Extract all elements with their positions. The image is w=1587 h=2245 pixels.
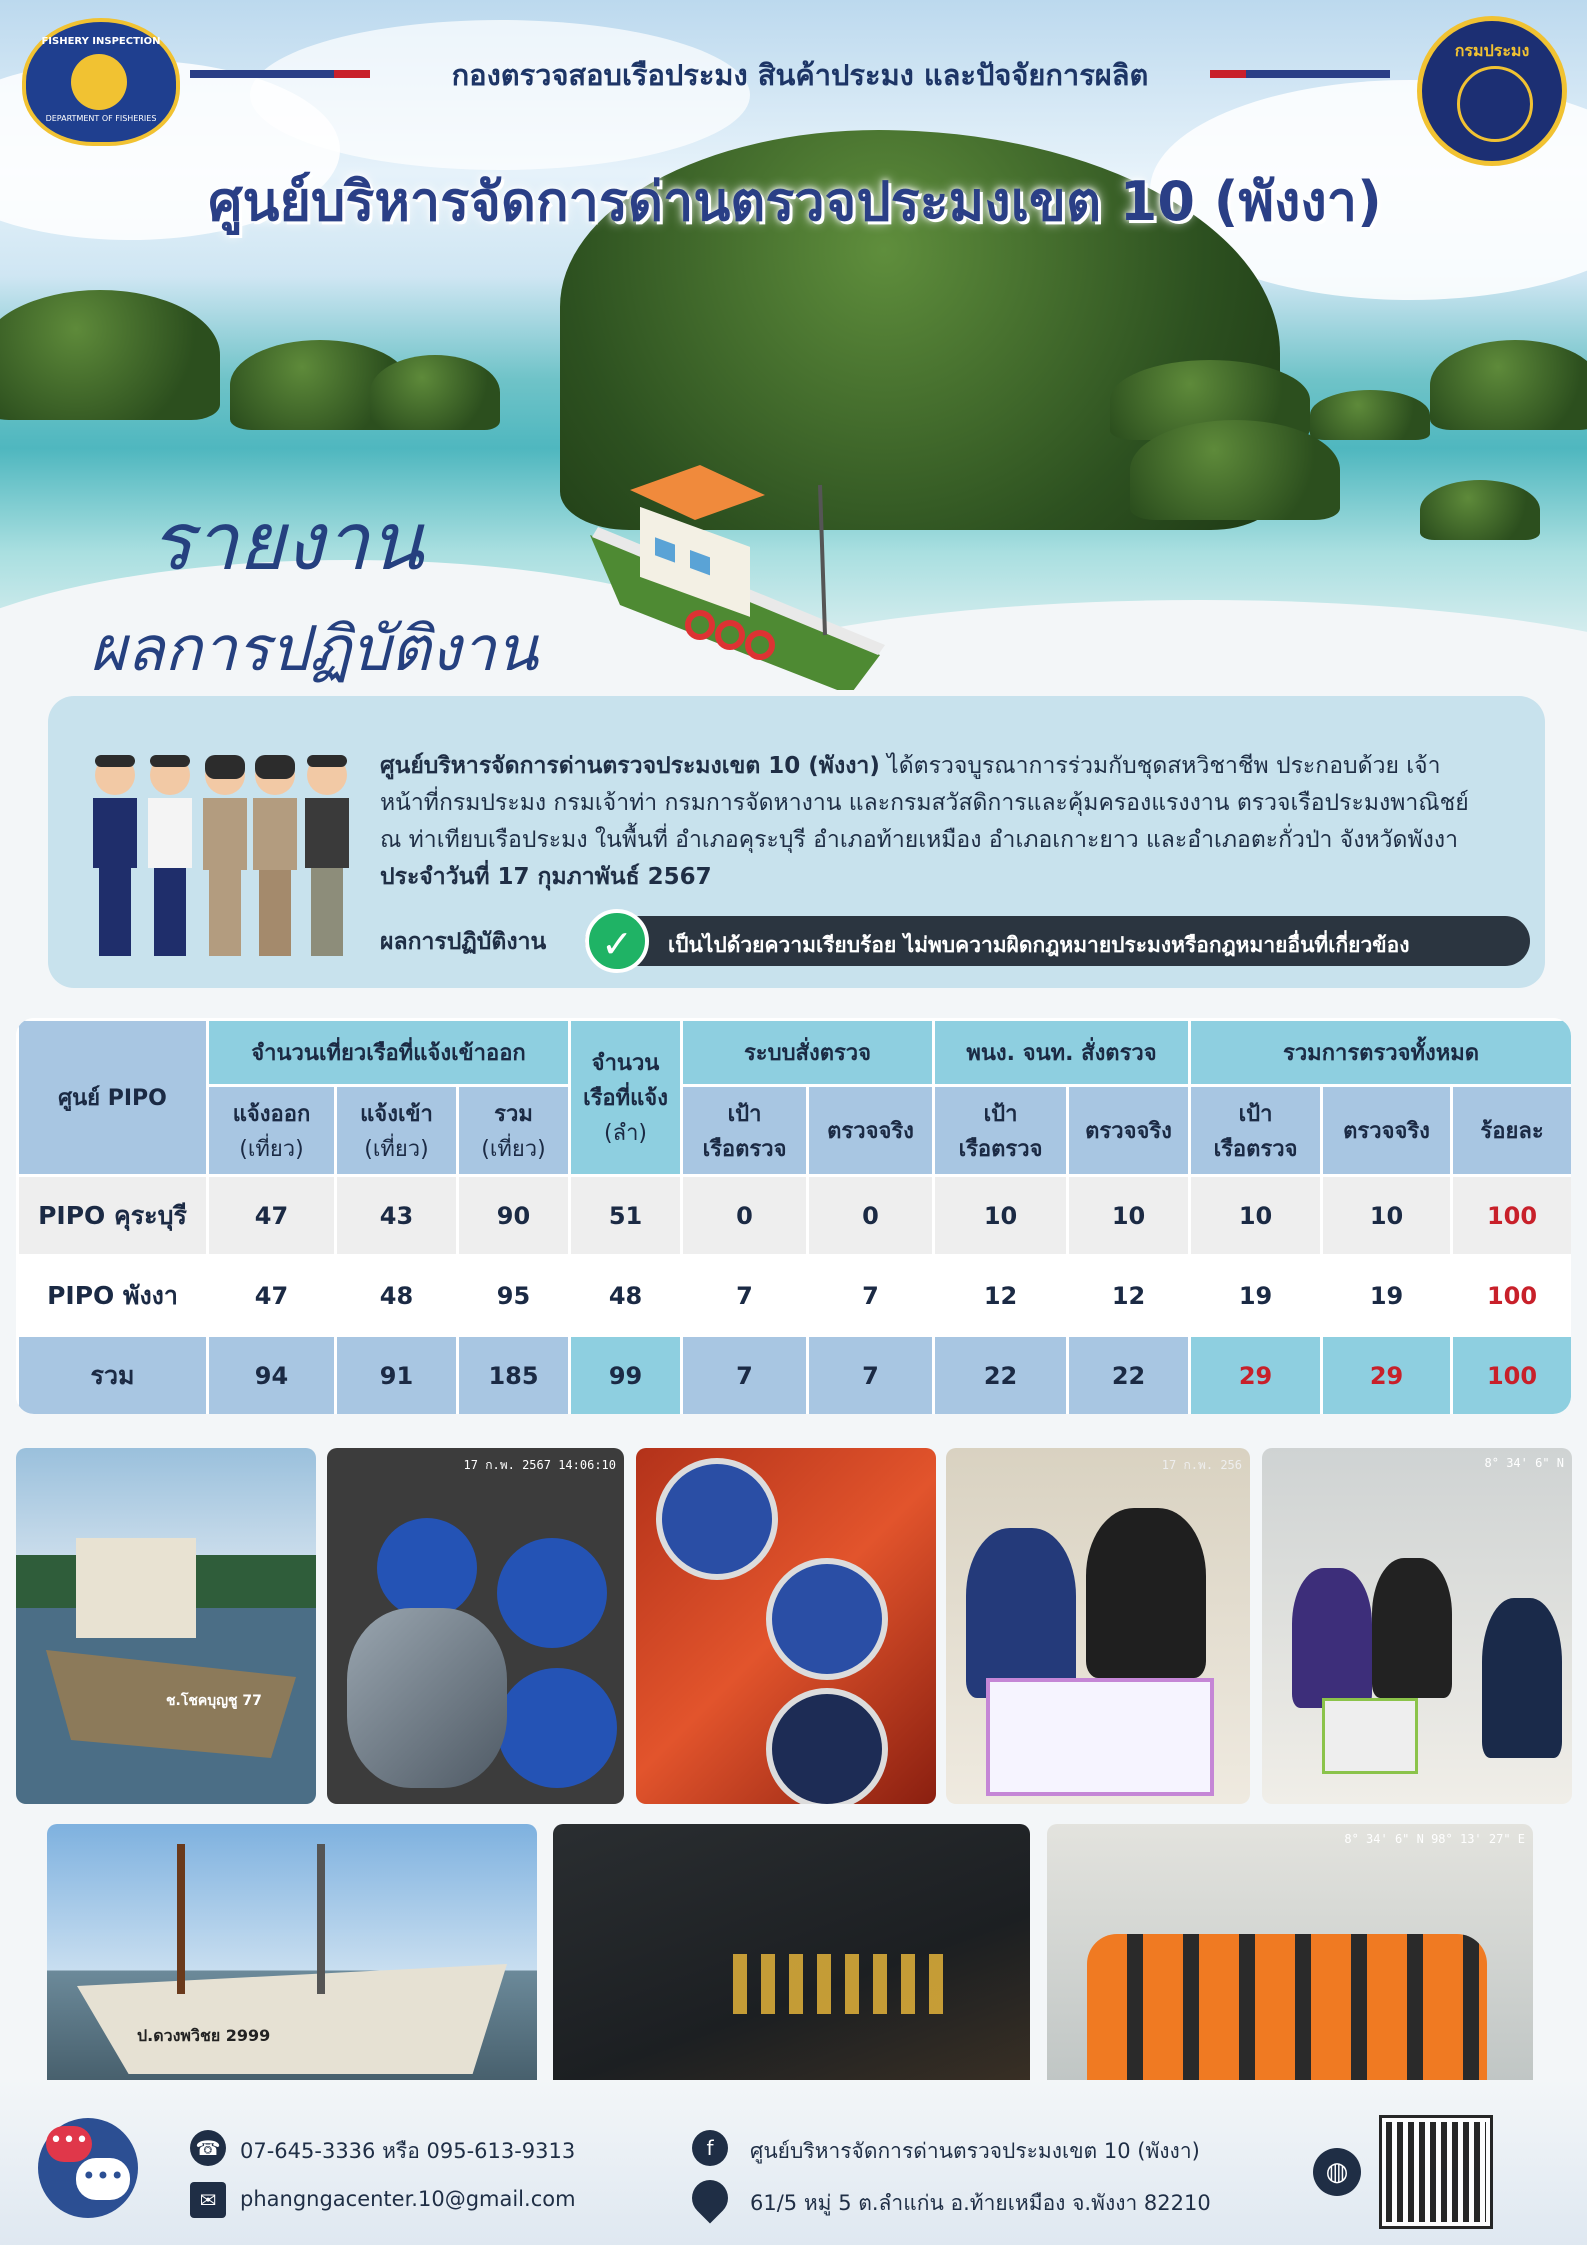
tuna-pile <box>347 1608 507 1788</box>
table-total-row <box>18 1336 1572 1415</box>
cell-tot-target: 19 <box>1190 1256 1322 1336</box>
header-off-target <box>934 1086 1068 1176</box>
table-row <box>18 1256 1572 1336</box>
row-name: PIPO พังงา <box>18 1256 208 1336</box>
header-off-actual: ตรวจจริง <box>1068 1086 1190 1176</box>
cell-off-target: 22 <box>934 1336 1068 1415</box>
cell-out: 47 <box>208 1176 336 1256</box>
blue-bucket <box>656 1458 778 1580</box>
officer <box>1482 1598 1562 1758</box>
header-total: รวมการตรวจทั้งหมด <box>1190 1020 1571 1086</box>
vessel-hull <box>77 1964 507 2074</box>
cell-tot-target: 29 <box>1190 1336 1322 1415</box>
row-name: รวม <box>18 1336 208 1415</box>
cell-percent: 100 <box>1452 1256 1571 1336</box>
chat-bubble-icon: ••• <box>76 2158 130 2200</box>
cell-percent: 100 <box>1452 1176 1571 1256</box>
cell-out: 94 <box>208 1336 336 1415</box>
fishing-boat-illustration <box>580 465 900 690</box>
phone-number[interactable]: 07-645-3336 หรือ 095-613-9313 <box>240 2139 576 2163</box>
org-name: ศูนย์บริหารจัดการด่านตรวจประมงเขต 10 (พังงา) <box>380 753 880 779</box>
phone-icon: ☎ <box>190 2130 226 2166</box>
island <box>1420 480 1540 540</box>
target-label-2: เรือตรวจ <box>702 1136 787 1162</box>
cell-sys-target: 0 <box>682 1176 808 1256</box>
header-tot-actual: ตรวจจริง <box>1322 1086 1452 1176</box>
header-decoration-right <box>1210 70 1390 78</box>
header-ships-unit: (ลำ) <box>604 1121 648 1146</box>
email-address[interactable]: phangngacenter.10@gmail.com <box>240 2187 576 2211</box>
photo-inspection-office <box>1262 1448 1572 1804</box>
info-text <box>380 748 1490 896</box>
blue-bucket <box>377 1518 477 1618</box>
header-system: ระบบสั่งตรวจ <box>682 1020 934 1086</box>
target-label: เป้า <box>727 1101 762 1127</box>
vessel-name: ช.โชคบุญชู 77 <box>166 1693 262 1709</box>
chat-icon[interactable] <box>38 2118 138 2218</box>
island <box>1310 390 1430 440</box>
report-subtitle: ผลการปฏิบัติงาน <box>90 612 539 685</box>
cell-sys-actual: 7 <box>808 1256 934 1336</box>
header-sum <box>458 1086 570 1176</box>
email-icon: ✉ <box>190 2182 226 2218</box>
island <box>370 355 500 430</box>
blue-bucket <box>497 1668 617 1788</box>
officers-icon <box>85 750 355 960</box>
logo-right-text: กรมประมง <box>1454 41 1530 60</box>
officer <box>1292 1568 1372 1708</box>
cell-sum: 185 <box>458 1336 570 1415</box>
blue-bucket <box>766 1688 888 1804</box>
inspection-table <box>16 1018 1571 1414</box>
photo-crew-group <box>1047 1824 1533 2090</box>
target-label-2: เรือตรวจ <box>1213 1136 1298 1162</box>
officer <box>1372 1558 1452 1698</box>
cell-off-actual: 22 <box>1068 1336 1190 1415</box>
photo-document-check <box>946 1448 1250 1804</box>
header-out <box>208 1086 336 1176</box>
header-officer: พนง. จนท. สั่งตรวจ <box>934 1020 1190 1086</box>
officer <box>1086 1508 1206 1678</box>
photo-fishing-net <box>553 1824 1030 2090</box>
photo-timestamp: 8° 34' 6" N <box>1484 1456 1564 1470</box>
header-out-label: แจ้งออก <box>232 1101 311 1127</box>
photo-fishing-vessel <box>16 1448 316 1804</box>
division-name: กองตรวจสอบเรือประมง สินค้าประมง และปัจจัยการผลิต <box>451 58 1149 92</box>
cell-tot-actual: 19 <box>1322 1256 1452 1336</box>
officer <box>966 1528 1076 1698</box>
vessel-name: ป.ดวงพวิชย 2999 <box>137 2026 271 2045</box>
blue-bucket <box>766 1558 888 1680</box>
photo-timestamp: 17 ก.พ. 2567 14:06:10 <box>463 1458 616 1472</box>
result-row <box>380 912 1535 968</box>
basket <box>1322 1698 1418 1774</box>
qr-code[interactable] <box>1382 2118 1490 2226</box>
emblem-icon <box>71 54 127 110</box>
photo-fish-hold <box>636 1448 936 1804</box>
cell-tot-actual: 10 <box>1322 1176 1452 1256</box>
photo-timestamp: 17 ก.พ. 256 <box>1161 1458 1242 1472</box>
target-label: เป้า <box>1238 1101 1273 1127</box>
result-text: เป็นไปด้วยความเรียบร้อย ไม่พบความผิดกฎหมายประมงหรือกฎหมายอื่นที่เกี่ยวข้อง <box>668 933 1410 957</box>
report-title: รายงาน <box>150 495 424 588</box>
logo-text-top: FISHERY INSPECTION <box>41 36 161 47</box>
cell-in: 43 <box>336 1176 458 1256</box>
header-percent: ร้อยละ <box>1452 1086 1571 1176</box>
photo-timestamp: 8° 34' 6" N 98° 13' 27" E <box>1344 1832 1525 1846</box>
cell-ships: 99 <box>570 1336 682 1415</box>
globe-icon[interactable]: ◍ <box>1313 2148 1361 2196</box>
cell-off-actual: 12 <box>1068 1256 1190 1336</box>
table-row <box>18 1176 1572 1256</box>
cell-sys-actual: 7 <box>808 1336 934 1415</box>
target-label-2: เรือตรวจ <box>958 1136 1043 1162</box>
header-ships-1: จำนวน <box>591 1051 660 1076</box>
blue-bucket <box>497 1538 607 1648</box>
facebook-page[interactable]: ศูนย์บริหารจัดการด่านตรวจประมงเขต 10 (พังงา) <box>750 2139 1200 2163</box>
cell-in: 48 <box>336 1256 458 1336</box>
row-name: PIPO คุระบุรี <box>18 1176 208 1256</box>
cell-in: 91 <box>336 1336 458 1415</box>
cell-out: 47 <box>208 1256 336 1336</box>
cell-percent: 100 <box>1452 1336 1571 1415</box>
photo-tuna-catch <box>327 1448 624 1804</box>
address: 61/5 หมู่ 5 ต.ลำแก่น อ.ท้ายเหมือง จ.พังงา 82210 <box>750 2191 1211 2215</box>
cell-off-target: 12 <box>934 1256 1068 1336</box>
logo-text-bottom: DEPARTMENT OF FISHERIES <box>45 114 157 123</box>
island <box>1130 420 1340 520</box>
header-ships <box>570 1020 682 1176</box>
info-body: ได้ตรวจบูรณาการร่วมกับชุดสหวิชาชีพ ประกอบด้วย เจ้าหน้าที่กรมประมง กรมเจ้าท่า กรมการจัดหางาน และกรมสวัสดิการและคุ้มครองแรงงาน ตรวจเรือประมงพาณิชย์ ณ ท่าเทียบเรือประมง ในพื้นที่ อำเภอคุระบุรี อำเภอท้ายเหมือง อำเภอเกาะยาว และอำเภอตะกั่วป่า จังหวัดพังงา <box>380 753 1469 853</box>
crew-members <box>1087 1934 1487 2084</box>
header-sum-label: รวม <box>494 1101 533 1127</box>
officers-illustration <box>85 750 355 960</box>
page-title: ศูนย์บริหารจัดการด่านตรวจประมงเขต 10 (พังงา) <box>208 170 1382 233</box>
cell-sys-target: 7 <box>682 1336 808 1415</box>
header-ships-2: เรือที่แจ้ง <box>583 1086 668 1111</box>
header-trip-unit: (เที่ยว) <box>481 1136 546 1162</box>
cell-sum: 95 <box>458 1256 570 1336</box>
header-trip-unit: (เที่ยว) <box>239 1136 304 1162</box>
seal-icon <box>1457 66 1533 142</box>
photo-vessel-port <box>47 1824 537 2090</box>
cell-off-actual: 10 <box>1068 1176 1190 1256</box>
vessel-mast <box>317 1844 325 1994</box>
header-in <box>336 1086 458 1176</box>
header-decoration-left <box>190 70 370 78</box>
cell-off-target: 10 <box>934 1176 1068 1256</box>
header-sys-actual: ตรวจจริง <box>808 1086 934 1176</box>
report-date: ประจำวันที่ 17 กุมภาพันธ์ 2567 <box>380 864 712 890</box>
cell-sys-actual: 0 <box>808 1176 934 1256</box>
cell-tot-actual: 29 <box>1322 1336 1452 1415</box>
result-label: ผลการปฏิบัติงาน <box>380 929 547 955</box>
island <box>1430 340 1587 430</box>
check-icon: ✓ <box>585 909 649 973</box>
cell-sys-target: 7 <box>682 1256 808 1336</box>
vessel-cabin <box>76 1538 196 1638</box>
vessel-mast <box>177 1844 185 1994</box>
header-in-label: แจ้งเข้า <box>360 1101 433 1127</box>
header-tot-target <box>1190 1086 1322 1176</box>
header-sys-target <box>682 1086 808 1176</box>
target-label: เป้า <box>983 1101 1018 1127</box>
header-trips: จำนวนเที่ยวเรือที่แจ้งเข้าออก <box>208 1020 570 1086</box>
net-floats <box>733 1954 953 2014</box>
cell-ships: 48 <box>570 1256 682 1336</box>
documents <box>986 1678 1214 1796</box>
header-center: ศูนย์ PIPO <box>18 1020 208 1176</box>
header-trip-unit: (เที่ยว) <box>364 1136 429 1162</box>
department-of-fisheries-logo <box>1417 16 1567 166</box>
cell-ships: 51 <box>570 1176 682 1256</box>
fishery-inspection-logo <box>22 18 180 146</box>
island <box>0 290 220 420</box>
chat-bubble-icon: ••• <box>46 2126 92 2162</box>
facebook-icon: f <box>692 2130 728 2166</box>
cell-sum: 90 <box>458 1176 570 1256</box>
cell-tot-target: 10 <box>1190 1176 1322 1256</box>
